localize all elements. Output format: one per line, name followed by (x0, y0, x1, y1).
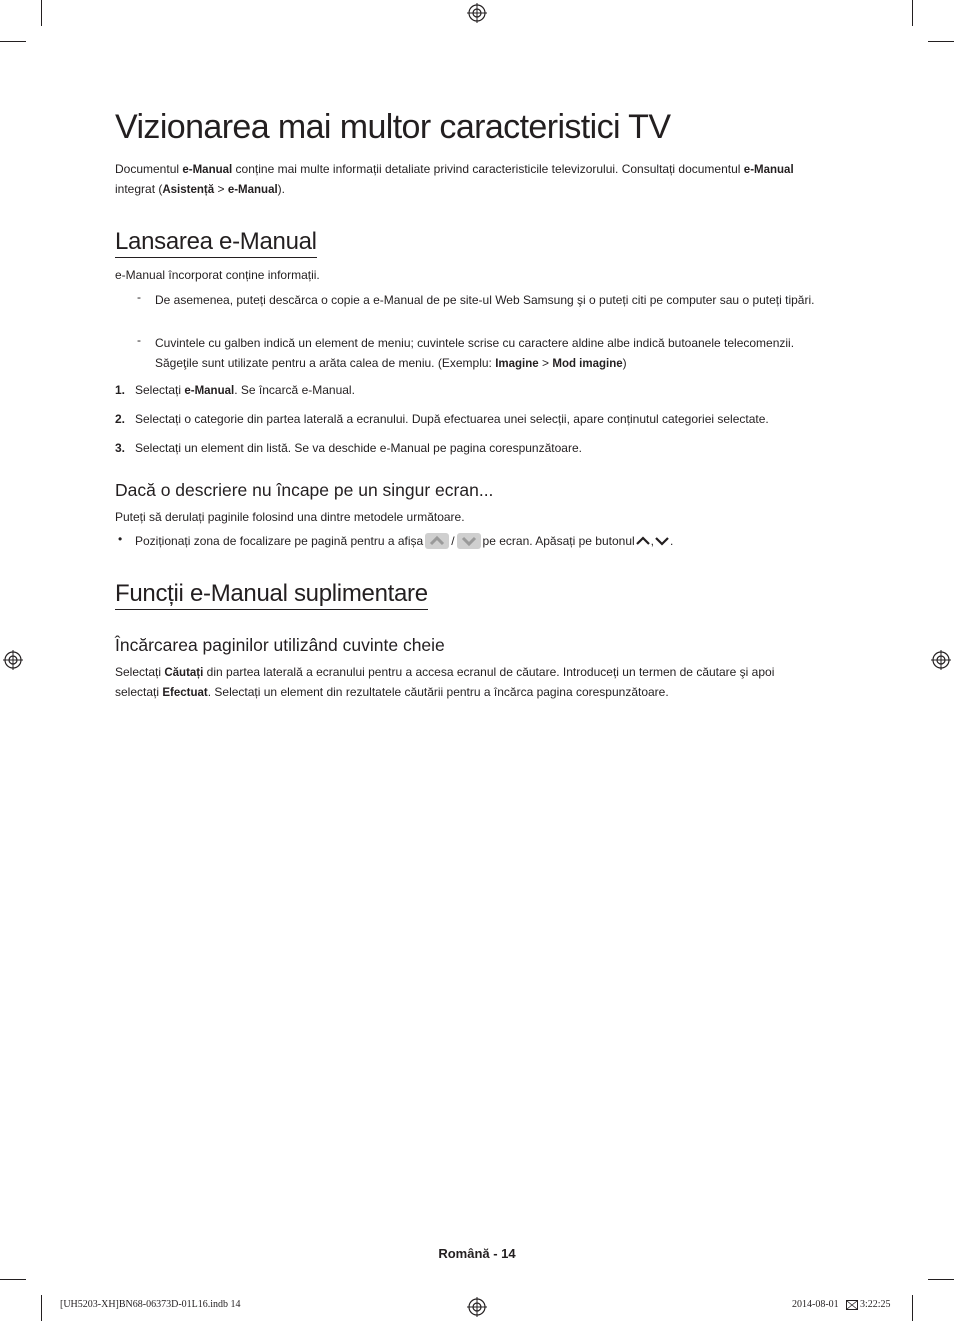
section-lead: e-Manual încorporat conține informații. (115, 268, 320, 282)
crop-mark (41, 1295, 42, 1321)
registration-mark-icon (931, 650, 951, 670)
print-date: 2014-08-01 (792, 1299, 839, 1310)
clock-glyph-icon (846, 1300, 858, 1310)
registration-mark-icon (467, 3, 487, 23)
section-heading: Funcții e-Manual suplimentare (115, 580, 428, 610)
file-info: [UH5203-XH]BN68-06373D-01L16.indb 14 (60, 1299, 241, 1310)
bullet-item: Poziționați zona de focalizare pe pagină pentru a afișa / pe ecran. Apăsați pe butonul , . (135, 534, 674, 548)
paragraph-line: Selectați Căutați din partea laterală a ecranului pentru a accesa ecranul de căutare. Introduceți un termen de căutare şi apoi (115, 665, 775, 679)
step-number: 2. (115, 412, 126, 426)
step-number: 3. (115, 441, 126, 455)
section-paragraph (115, 663, 840, 703)
dash-marker: - (137, 333, 141, 347)
crop-mark (912, 1295, 913, 1321)
registration-mark-icon (3, 650, 23, 670)
crop-mark (41, 0, 42, 26)
scroll-down-area-icon (457, 532, 481, 550)
page-number: Română - 14 (438, 1246, 516, 1261)
crop-mark (928, 1279, 954, 1280)
subsection-heading: Încărcarea paginilor utilizând cuvinte cheie (115, 635, 445, 655)
bullet-marker: • (118, 532, 123, 546)
chevron-up-icon (635, 535, 651, 547)
page-title: Vizionarea mai multor caracteristici TV (115, 108, 671, 146)
crop-mark (0, 41, 26, 42)
chevron-down-icon (654, 535, 670, 547)
step-text: Selectați o categorie din partea laterală a ecranului. După efectuarea unei selecții, apare conținutul categoriei selectate. (135, 412, 769, 426)
crop-mark (0, 1279, 26, 1280)
crop-mark (928, 41, 954, 42)
registration-mark-icon (467, 1297, 487, 1317)
note-item: De asemenea, puteți descărca o copie a e-Manual de pe site-ul Web Samsung şi o puteți citi pe computer sau o puteți tipări. (155, 293, 815, 307)
step-text: Selectați un element din listă. Se va deschide e-Manual pe pagina corespunzătoare. (135, 441, 582, 455)
section-heading: Lansarea e-Manual (115, 228, 317, 258)
paragraph-line: selectați Efectuat. Selectați un element din rezultatele căutării pentru a încărca pagina corespunzătoare. (115, 685, 669, 699)
subsection-heading: Dacă o descriere nu încape pe un singur ecran... (115, 480, 494, 500)
step-text: Selectați e-Manual. Se încarcă e-Manual. (135, 383, 355, 397)
scroll-up-area-icon (425, 532, 449, 550)
crop-mark (912, 0, 913, 26)
intro-paragraph (115, 160, 840, 200)
step-number: 1. (115, 383, 126, 397)
print-time: 3:22:25 (860, 1299, 891, 1310)
subsection-lead: Puteți să derulați paginile folosind una dintre metodele următoare. (115, 510, 465, 524)
intro-line-1: Documentul e-Manual conține mai multe informații detaliate privind caracteristicile televizorului. Consultați documentul e-Manual (115, 162, 794, 176)
intro-line-2: integrat (Asistență > e-Manual). (115, 182, 286, 196)
note-item: Cuvintele cu galben indică un element de meniu; cuvintele scrise cu caractere aldine albe indică butoanele telecomenzii. Săgeţile sunt utilizate pentru a arăta calea de meniu. (Exemplu: Imagine > Mod imagine) (155, 336, 795, 370)
dash-marker: - (137, 290, 141, 304)
